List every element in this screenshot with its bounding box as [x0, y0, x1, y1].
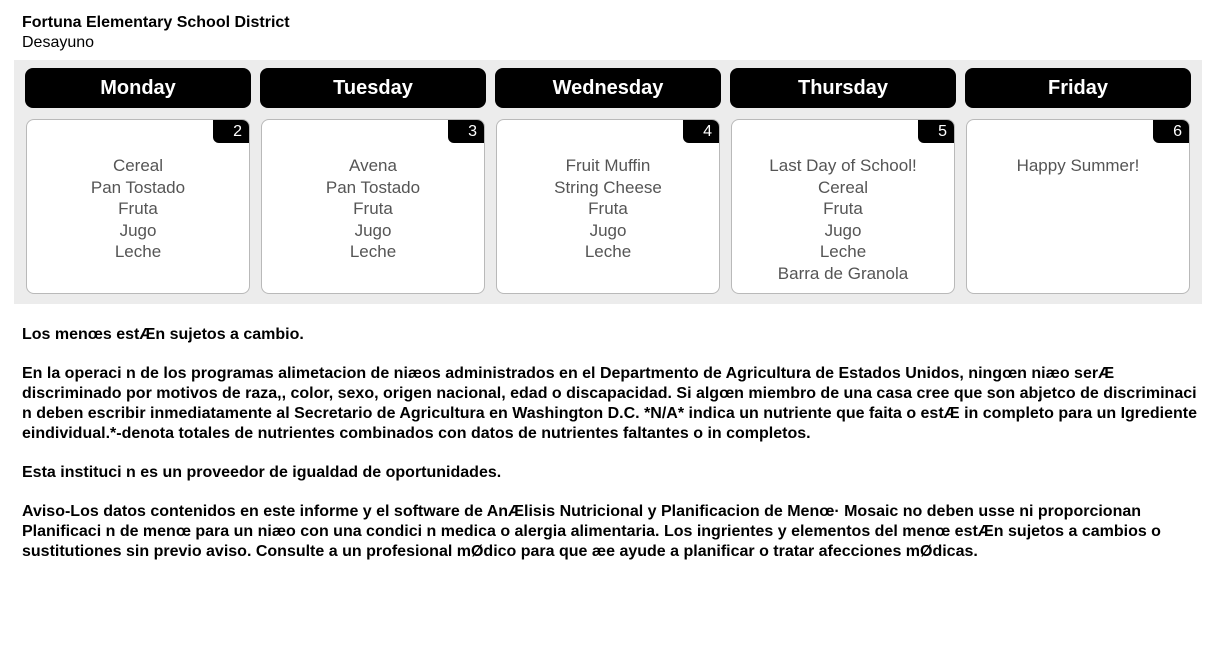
day-header: Monday [25, 68, 251, 108]
menu-item: Leche [114, 242, 162, 261]
menu-items [497, 155, 719, 263]
menu-items [262, 155, 484, 263]
menu-notes [22, 325, 1202, 581]
menu-items [732, 155, 954, 284]
note-equal-opportunity: Esta instituci n es un proveedor de igualdad de oportunidades. [22, 464, 502, 481]
menu-item: Jugo [119, 220, 157, 240]
date-badge: 5 [918, 120, 954, 143]
menu-item: String Cheese [554, 177, 662, 197]
menu-item: Cereal [817, 177, 869, 197]
date-badge: 4 [683, 120, 719, 143]
menu-item: Jugo [354, 220, 392, 240]
menu-item: Jugo [824, 220, 862, 240]
menu-item: Pan Tostado [90, 177, 186, 197]
day-cell [261, 119, 485, 294]
day-header: Friday [965, 68, 1191, 108]
note-disclaimer: Aviso-Los datos contenidos en este informe y el software de AnÆlisis Nutricional y Planificacion de Menœ· Mosaic no deben usse ni proporcionan Planificaci n de menœ para un niæo con una condici n medica o alergia alimentaria. Los ingrientes y elementos del menœ estÆn sujetos a cambios o sustitutiones sin previo aviso. Consulte a un profesional mØdico para que æe ayude a planificar o tratar afecciones mØdicas. [22, 503, 1161, 560]
day-cell [26, 119, 250, 294]
menu-item: Fruta [823, 199, 863, 218]
menu-item: Fruit Muffin [565, 156, 651, 175]
menu-item: Fruta [353, 199, 393, 218]
day-cell [731, 119, 955, 294]
menu-item: Leche [584, 242, 632, 261]
menu-item: Fruta [118, 199, 158, 218]
date-badge: 6 [1153, 120, 1189, 143]
date-badge: 2 [213, 120, 249, 143]
day-cell [966, 119, 1190, 294]
day-header: Thursday [730, 68, 956, 108]
menu-item: Barra de Granola [777, 263, 909, 283]
day-column-friday [965, 68, 1191, 175]
page-header [22, 13, 290, 53]
note-nondiscrimination: En la operaci n de los programas alimetacion de niæos administrados en el Departmento de Agricultura de Estados Unidos, ningœn niæo serÆ discriminado por motivos de raza,, color, sexo, origen nacional, edad o discapacidad. Si algœn miembro de una casa cree que son abjetco de discriminaci n deben escribir inmediatamente al Secretario de Agricultura en Washington D.C. *N/A* indica un nutriente que faita o estÆ in completo para un Igrediente eindividual.*-denota totales de nutrientes combinados con datos de nutrientes faltantes o in completos. [22, 365, 1198, 442]
menu-items [967, 155, 1189, 177]
menu-item: Cereal [112, 156, 164, 175]
meal-type: Desayuno [22, 34, 95, 51]
menu-items [27, 155, 249, 263]
day-column-monday [25, 68, 251, 261]
menu-calendar [14, 60, 1202, 304]
menu-item: Pan Tostado [325, 177, 421, 197]
day-column-tuesday [260, 68, 486, 261]
menu-item: Jugo [589, 220, 627, 240]
menu-item: Last Day of School! [769, 156, 917, 175]
menu-item: Happy Summer! [1016, 156, 1140, 175]
day-column-thursday [730, 68, 956, 283]
menu-item: Leche [349, 242, 397, 261]
day-header: Wednesday [495, 68, 721, 108]
menu-item: Leche [819, 242, 867, 261]
menu-item: Avena [349, 156, 397, 175]
note-menu-changes: Los menœs estÆn sujetos a cambio. [22, 326, 304, 343]
district-name: Fortuna Elementary School District [22, 14, 290, 31]
menu-item: Fruta [588, 199, 628, 218]
day-header: Tuesday [260, 68, 486, 108]
day-column-wednesday [495, 68, 721, 261]
day-cell [496, 119, 720, 294]
date-badge: 3 [448, 120, 484, 143]
